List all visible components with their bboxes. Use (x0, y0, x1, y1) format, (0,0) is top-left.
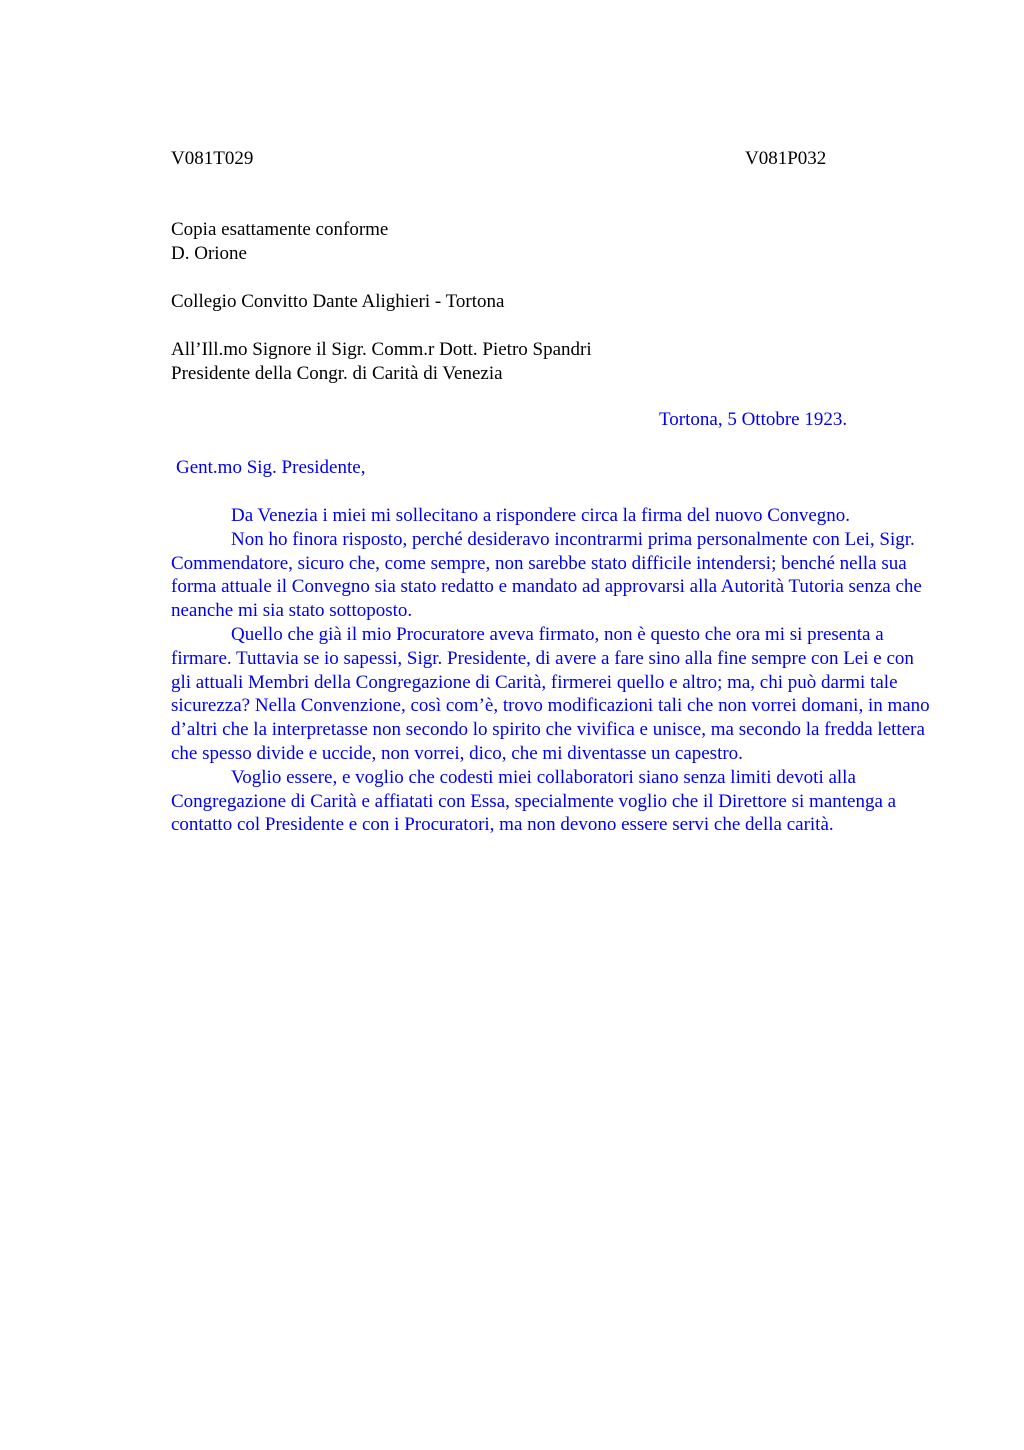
letter-body (171, 504, 931, 837)
addressee (171, 338, 592, 386)
copy-note-signature: D. Orione (171, 243, 247, 264)
paragraph: Da Venezia i miei mi sollecitano a rispondere circa la firma del nuovo Convegno. (231, 505, 851, 526)
paragraph: Voglio essere, e voglio che codesti miei collaboratori siano senza limiti devoti alla Congregazione di Carità e affiatati con Essa, specialmente voglio che il Direttore si mantenga a contatto col Presidente e con i Procuratori, ma non devono essere servi che della carità. (171, 766, 897, 836)
paragraph: Non ho finora risposto, perché desideravo incontrarmi prima personalmente con Lei, Sigr. Commendatore, sicuro che, come sempre, non sarebbe stato difficile intendersi; benché nella sua forma attuale il Convegno sia stato redatto e mandato ad approvarsi alla Autorità Tutoria senza che neanche mi sia stato sottoposto. (171, 528, 922, 622)
letter-date: Tortona, 5 Ottobre 1923. (659, 409, 848, 430)
salutation: Gent.mo Sig. Presidente, (176, 457, 366, 478)
copy-note-line-1: Copia esattamente conforme (171, 219, 389, 240)
document-code-left: V081T029 (171, 148, 254, 169)
addressee-line-2: Presidente della Congr. di Carità di Venezia (171, 363, 503, 384)
copy-note (171, 218, 388, 266)
paragraph: Quello che già il mio Procuratore aveva firmato, non è questo che ora mi si presenta a firmare. Tuttavia se io sapessi, Sigr. Presidente, di avere a fare sino alla fine sempre con Lei e con gli attuali Membri della Congregazione di Carità, firmerei quello e altro; ma, chi può darmi tale sicurezza? Nella Convenzione, così com’è, trovo modificazioni tali che non vorrei domani, in mano d’altri che la interpretasse non secondo lo spirito che vivifica e unisce, ma secondo la fredda lettera che spesso divide e uccide, non vorrei, dico, che mi diventasse un capestro. (171, 623, 930, 764)
document-code-right: V081P032 (745, 148, 827, 169)
addressee-line-1: All’Ill.mo Signore il Sigr. Comm.r Dott. Pietro Spandri (171, 339, 592, 360)
institution-name: Collegio Convitto Dante Alighieri - Tortona (171, 291, 505, 312)
